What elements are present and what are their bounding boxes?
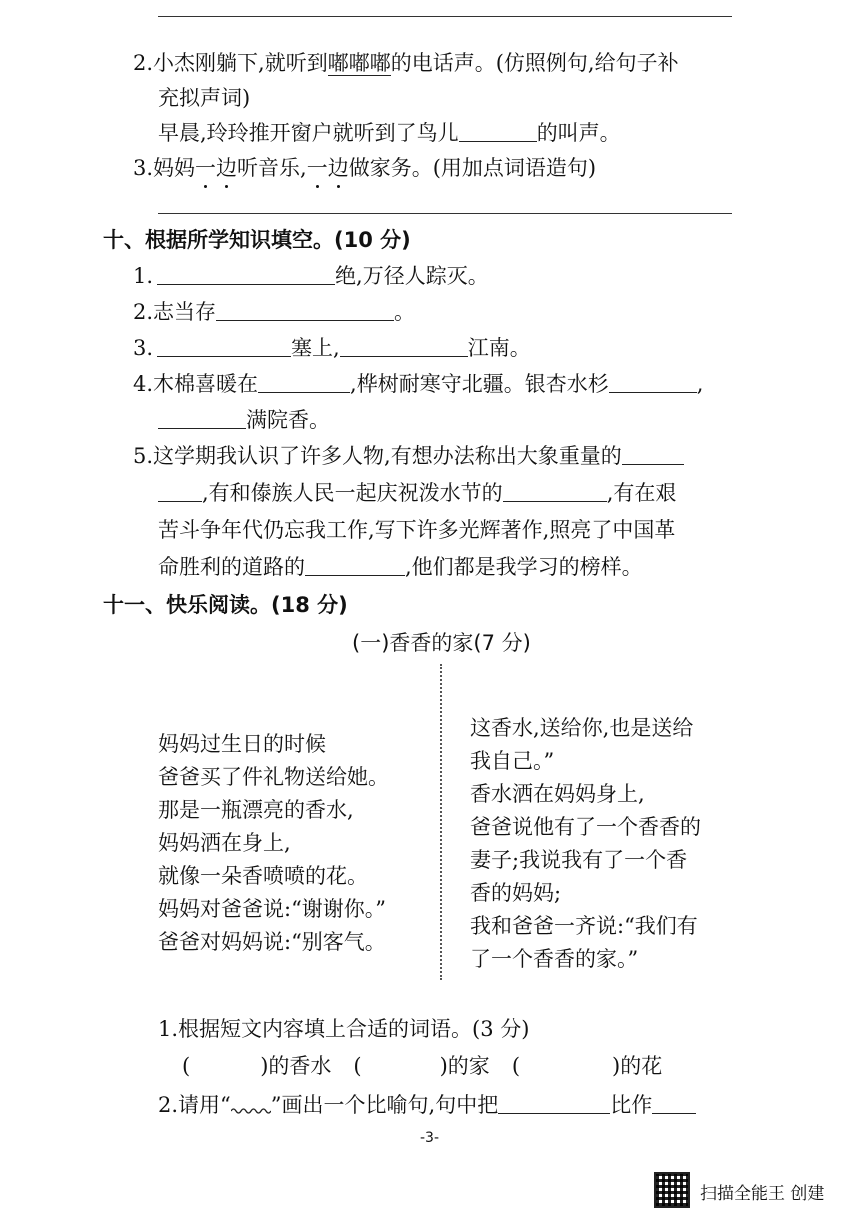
fill-blank[interactable] xyxy=(498,1091,610,1114)
question-text: 命胜利的道路的 xyxy=(158,555,305,579)
fill-blank[interactable] xyxy=(305,553,405,576)
poem-line: 妻子;我说我有了一个香 xyxy=(470,848,688,872)
question-number: 1. xyxy=(133,264,154,288)
question-number: 5. xyxy=(133,444,154,468)
fill-blank[interactable] xyxy=(157,334,291,357)
s10-q5-line1 xyxy=(133,441,684,471)
s9-q2-line1 xyxy=(133,48,679,78)
fill-blank[interactable] xyxy=(503,479,607,502)
qr-code-icon xyxy=(654,1172,690,1208)
s11-q1-title: 1.根据短文内容填上合适的词语。(3 分) xyxy=(158,1017,530,1041)
question-number: 3. xyxy=(133,156,154,180)
poem-left-column xyxy=(158,728,389,959)
answer-prompt: 早晨,玲玲推开窗户就听到了鸟儿 xyxy=(158,121,459,145)
question-text: )的花 xyxy=(612,1054,663,1078)
paren-open: ( xyxy=(353,1054,362,1078)
question-text: 的电话声。(仿照例句,给句子补 xyxy=(390,51,679,75)
question-text: 绝,万径人踪灭。 xyxy=(335,264,489,288)
question-text: 江南。 xyxy=(467,336,531,360)
scanner-watermark: 扫描全能王 创建 xyxy=(700,1184,825,1204)
poem-line: 爸爸对妈妈说:“别客气。 xyxy=(158,930,386,954)
fill-blank[interactable] xyxy=(158,479,202,502)
poem-line: 妈妈洒在身上, xyxy=(158,831,291,855)
question-number: 3. xyxy=(133,336,154,360)
fill-blank[interactable] xyxy=(622,442,684,465)
dotted-char: 边 xyxy=(216,156,238,180)
s10-q4-line1 xyxy=(133,369,703,399)
poem-line: 我自己。” xyxy=(470,749,555,773)
s10-q4-line2 xyxy=(158,405,330,435)
question-text: 比作 xyxy=(610,1093,653,1117)
s10-q5-line4 xyxy=(158,552,643,582)
poem-line: 我和爸爸一齐说:“我们有 xyxy=(470,914,698,938)
question-text: 小杰刚躺下,就听到 xyxy=(153,51,328,75)
question-text: 妈妈 xyxy=(153,156,196,180)
question-text: ,他们都是我学习的榜样。 xyxy=(405,555,643,579)
poem-line: 爸爸说他有了一个香香的 xyxy=(470,815,701,839)
dotted-char: 一 xyxy=(306,156,328,180)
poem-line: 那是一瓶漂亮的香水, xyxy=(158,798,354,822)
column-divider xyxy=(440,664,442,980)
s11-q1-items xyxy=(182,1051,662,1081)
fill-blank[interactable] xyxy=(609,370,697,393)
question-text: ,桦树耐寒守北疆。银杏水杉 xyxy=(350,372,609,396)
paren-open: ( xyxy=(182,1054,191,1078)
question-text: , xyxy=(696,372,704,396)
poem-line: 香的妈妈; xyxy=(470,881,562,905)
fill-blank[interactable] xyxy=(340,334,468,357)
s10-q5-line3: 苦斗争年代仍忘我工作,写下许多光辉著作,照亮了中国革 xyxy=(158,518,676,542)
question-text: 志当存 xyxy=(153,300,217,324)
answer-line-top xyxy=(158,16,732,17)
s9-q3-line xyxy=(133,153,596,183)
question-text: 木棉喜暖在 xyxy=(153,372,259,396)
fill-blank[interactable] xyxy=(258,370,350,393)
poem-line: 了一个香香的家。” xyxy=(470,947,639,971)
dotted-char: 一 xyxy=(195,156,217,180)
answer-prompt: 的叫声。 xyxy=(536,121,621,145)
underlined-word: 嘟嘟嘟 xyxy=(327,51,391,75)
s10-q3 xyxy=(133,333,531,363)
wavy-line-icon xyxy=(231,1106,271,1116)
paren-open: ( xyxy=(511,1054,521,1078)
page-number: -3- xyxy=(420,1130,440,1146)
question-text: 塞上, xyxy=(291,336,340,360)
question-text: 。 xyxy=(394,300,416,324)
question-text: )的香水 xyxy=(260,1054,332,1078)
s11-q2 xyxy=(158,1090,696,1120)
fill-blank[interactable] xyxy=(459,119,537,142)
question-text: 做家务。(用加点词语造句) xyxy=(348,156,597,180)
question-text: 满院香。 xyxy=(246,408,330,432)
poem-line: 爸爸买了件礼物送给她。 xyxy=(158,765,389,789)
answer-line-s9-q3[interactable] xyxy=(158,213,732,214)
fill-blank[interactable] xyxy=(652,1091,696,1114)
poem-right-column xyxy=(470,712,701,976)
question-number: 2. xyxy=(133,300,154,324)
fill-blank[interactable] xyxy=(216,298,394,321)
question-text: )的家 xyxy=(439,1054,490,1078)
question-text: ”画出一个比喻句,句中把 xyxy=(270,1093,499,1117)
question-number: 2. xyxy=(133,51,154,75)
passage-title: (一)香香的家(7 分) xyxy=(352,631,531,655)
fill-blank[interactable] xyxy=(157,262,335,285)
s9-q2-line2: 充拟声词) xyxy=(158,86,251,110)
poem-line: 香水洒在妈妈身上, xyxy=(470,782,645,806)
poem-line: 就像一朵香喷喷的花。 xyxy=(158,864,368,888)
poem-line: 妈妈对爸爸说:“谢谢你。” xyxy=(158,897,387,921)
section-11-title: 十一、快乐阅读。(18 分) xyxy=(103,593,348,617)
question-text: ,有在艰 xyxy=(606,481,677,505)
s10-q5-line2 xyxy=(158,478,676,508)
s10-q1 xyxy=(133,261,489,291)
section-10-title: 十、根据所学知识填空。(10 分) xyxy=(103,228,411,252)
s9-q2-answer xyxy=(158,118,621,148)
question-number: 4. xyxy=(133,372,154,396)
poem-line: 这香水,送给你,也是送给 xyxy=(470,716,694,740)
question-text: 这学期我认识了许多人物,有想办法称出大象重量的 xyxy=(153,444,622,468)
question-text: 听音乐, xyxy=(237,156,307,180)
question-text: ,有和傣族人民一起庆祝泼水节的 xyxy=(202,481,503,505)
dotted-char: 边 xyxy=(327,156,349,180)
s10-q2 xyxy=(133,297,415,327)
poem-line: 妈妈过生日的时候 xyxy=(158,732,326,756)
fill-blank[interactable] xyxy=(158,406,246,429)
question-text: 2.请用“ xyxy=(158,1093,231,1117)
